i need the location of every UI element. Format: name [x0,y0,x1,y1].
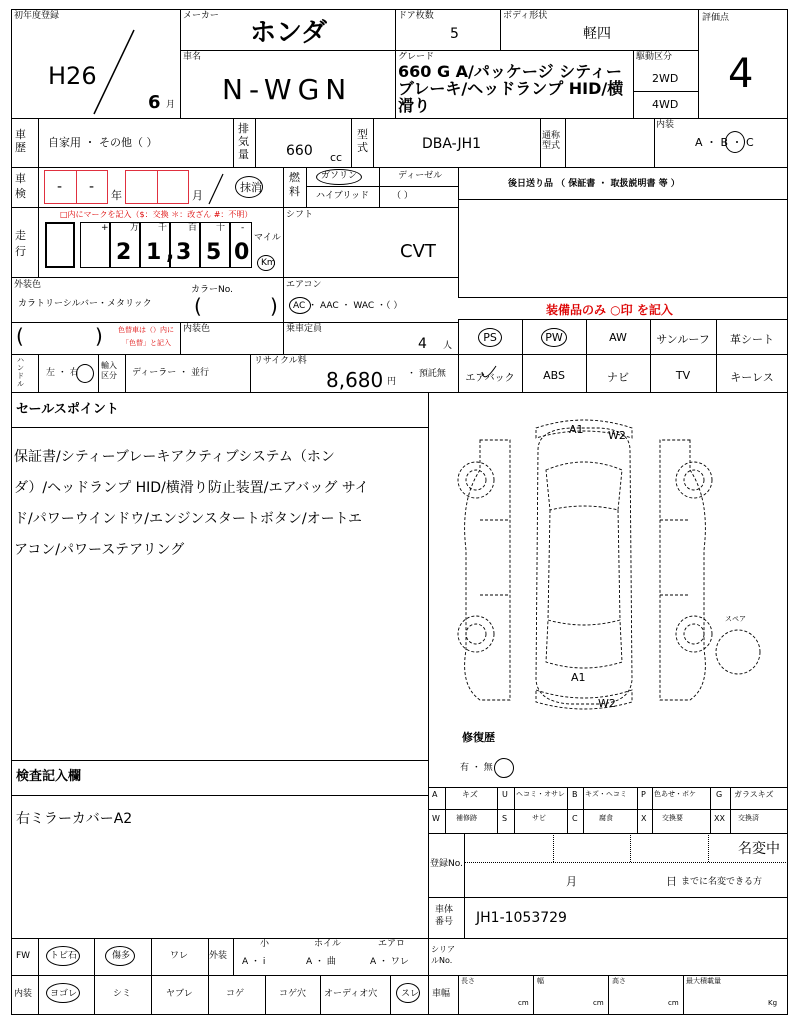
vin-label: 車体番号 [435,905,454,927]
capacity-label: 乗車定員 [286,324,323,334]
fuel-label: 燃料 [289,171,300,198]
unit-sen: 千 [158,223,168,233]
wheel-opts: A ・ 曲 [306,957,336,967]
damage-mark-w2-top: W2 [608,429,626,442]
unit-minus: - [241,223,245,233]
legend-desc: キズ・ヘコミ [585,790,627,798]
legend-desc: サビ [532,814,546,822]
registration-label: 登録No. [430,859,463,869]
usage-value: 自家用 ・ その他（ ） [48,136,158,149]
fuel-hybrid: ハイブリッド [316,191,370,201]
deposit: ・ 預託無 [407,369,446,379]
inspection-label: 車検 [15,172,26,200]
gasoline-circle [316,169,362,185]
first-reg-label: 初年度登録 [14,11,60,21]
color-no-paren-r: ) [270,294,278,318]
grade-label: グレード [398,52,435,62]
int-tear: ヤブレ [166,989,193,999]
int-burn-hole: コゲ穴 [279,989,307,999]
insp-dash2: - [89,179,95,195]
later-docs: 後日送り品 （ 保証書 ・ 取扱説明書 等 ） [508,179,680,189]
ext-label: 外装 [209,951,228,961]
legend-code: G [716,790,723,799]
mile-unit: マイル [254,233,281,243]
length-cm: cm [518,999,529,1007]
maker: ホンダ [250,18,327,48]
legend-desc: ヘコミ・オサレ [516,790,565,798]
length-label: 長さ [461,977,475,985]
unit-hyaku: 百 [188,223,198,233]
chip-circle [46,946,80,966]
legend-code: U [502,790,508,799]
drive-4wd: 4WD [652,98,679,111]
int-color-label: 内装色 [183,324,211,334]
drive-2wd: 2WD [652,72,679,85]
legend-desc: 補修跡 [456,814,477,822]
height-label: 高さ [612,977,626,985]
damage-mark-a1-rear: A1 [571,671,586,684]
height-cm: cm [668,999,679,1007]
insp-month-unit: 月 [192,189,203,202]
legend-code: W [432,814,440,823]
recycle-fee: 8,680 [326,368,384,392]
handle-value: 左 ・ 右 [46,368,79,378]
scratch-circle [105,946,135,966]
equip-sunroof: サンルーフ [656,333,710,346]
unit-man: 万 [130,223,140,233]
handle-label: ハンドル [17,356,24,388]
int-color-paren-l: ( [16,324,24,348]
recycle-label: リサイクル料 [254,356,307,366]
sales-line-2: ダ）/ヘッドランプ HID/横滑り防止装置/エアバッグ サイ [14,480,369,496]
equip-ps: PS [483,331,497,344]
interior-row-label: 内装 [14,989,33,999]
width-cm: cm [593,999,604,1007]
inspection-notes-title: 検査記入欄 [16,769,82,784]
legend-code: XX [714,814,725,823]
odo-digit-3: 3 [176,240,192,265]
fw-crack: ワレ [170,951,189,961]
displacement: 660 [286,143,313,159]
fw-chip: トビ石 [50,951,78,961]
yen-unit: 円 [387,377,397,387]
equip-aw: AW [609,331,627,344]
fuel-gasoline: ガソリン [321,171,358,181]
fw-scratches: 傷多 [112,951,131,961]
equip-leather: 革シート [730,333,774,346]
damage-mark-w2-rear: W2 [598,697,616,710]
doors: 5 [450,26,459,42]
year-slash [90,28,140,118]
mileage-label: 走行 [15,229,26,258]
insp-year-unit: 年 [111,189,122,202]
car-name-label: 車名 [183,52,202,62]
km-unit: Km [261,258,276,268]
grade: 660 G A/パッケージ シティーブレーキ/ヘッドランプ HID/横滑り [398,62,624,115]
odo-digit-1: 2 [116,240,132,265]
mileage-flag-box [45,222,75,268]
equip-airbag: エアバック [465,373,515,384]
interior-grades: A ・ B ・ C [695,136,754,149]
equip-navi: ナビ [607,371,629,384]
dirt-circle [46,983,80,1003]
km-circle [257,255,275,271]
fuel-diesel: ディーゼル [398,171,443,181]
legend-code: C [572,814,578,823]
small-opts: A ・ ⅰ [242,957,266,967]
inspection-notes-text: 右ミラーカバーA2 [16,811,133,827]
repair-label: 修復歴 [462,731,495,744]
airbag-check [478,362,500,386]
equip-pw: PW [545,331,563,344]
max-load-label: 最大積載量 [686,977,721,985]
doors-label: ドア枚数 [398,11,434,21]
aircon: AC ・ AAC ・ WAC ・（ ） [293,301,403,311]
color-note-2: 「色替」と記入 [122,339,171,347]
insp-expired: 抹消 [240,181,262,194]
int-dirt: ヨゴレ [50,989,78,999]
insp-slash [205,172,227,206]
displacement-label: 排気量 [238,122,249,161]
max-load-kg: Kg [768,999,778,1007]
import-label: 輸入区分 [101,361,117,380]
legend-desc: 色あせ・ボケ [654,790,696,798]
int-stain: シミ [113,989,132,999]
legend-desc: 交換済 [738,814,759,822]
maker-label: メーカー [183,11,219,21]
legend-code: A [432,790,438,799]
month-unit: 月 [166,100,176,110]
int-color-paren-r: ) [95,324,103,348]
body-label: ボディ形状 [503,11,548,21]
shift-label: シフト [286,210,314,220]
ext-color-label: 外装色 [14,280,42,290]
capacity: 4 [418,336,427,352]
width-label: 幅 [537,977,544,985]
equip-abs: ABS [543,369,565,382]
legend-desc: ガラスキズ [734,790,774,799]
ps-circle [478,328,502,347]
reg-deadline: までに名変できる方 [681,877,763,887]
color-no-paren-l: ( [194,294,202,318]
divider [11,118,788,119]
equip-keyless: キーレス [730,371,774,384]
legend-code: P [641,790,646,799]
handle-right-circle [76,364,94,383]
expired-circle [235,176,263,198]
score-label: 評価点 [702,13,730,23]
first-reg-year: H26 [48,62,97,90]
color-note-1: 色替車は（）内に [118,326,174,334]
repair-none-circle [494,758,514,778]
first-reg-month: 6 [148,92,161,113]
fw-label: FW [16,951,31,961]
legend-code: S [502,814,508,823]
unit-plus: + [101,223,109,233]
int-burn: コゲ [226,989,245,999]
aircon-label: エアコン [286,280,322,290]
history-label: 車歴 [15,128,26,154]
int-wear: スレ [401,989,420,999]
import-value: ディーラー ・ 並行 [132,368,210,378]
legend-desc: 腐食 [599,814,613,822]
odo-digit-4: 5 [206,240,222,265]
vin: JH1-1053729 [476,910,567,926]
reg-day: 日 [666,875,677,888]
cc-unit: cc [330,151,343,164]
color-no-label: カラーNo. [191,285,233,295]
model-code: DBA-JH1 [422,136,482,152]
wear-circle [396,983,420,1003]
name-change: 名変中 [738,841,780,857]
odo-digit-5: 0 [234,240,250,265]
damage-mark-a1-top: A1 [569,423,584,436]
int-audio-hole: オーディオ穴 [324,989,378,999]
reg-month: 月 [566,875,577,888]
legend-desc: キズ [462,790,478,799]
score: 4 [728,51,754,97]
serial-label: シリアルNo. [431,945,455,965]
ext-color: カラトリーシルバー・メタリック [18,299,152,309]
shift: CVT [400,241,436,262]
odo-comma: , [166,240,175,265]
capacity-unit: 人 [443,341,453,351]
aero-opts: A ・ ワレ [370,957,409,967]
ac-circle [289,297,311,314]
interior-label: 内装 [656,120,675,130]
drive-label: 駆動区分 [636,52,673,62]
insp-dash1: - [57,179,63,195]
legend-code: X [641,814,647,823]
pw-circle [541,328,567,347]
sales-line-4: アコン/パワーステアリング [14,542,185,558]
sales-points-title: セールスポイント [16,402,119,417]
equip-tv: TV [675,369,691,382]
sales-points [14,442,424,566]
car-diagram [440,410,780,720]
fuel-other: （ ） [392,191,413,201]
interior-b-circle [725,131,745,153]
repair-value: 有 ・ 無 [460,763,493,773]
mileage-note: □内にマークを記入（$：交換 ＊：改ざん #：不明） [60,210,253,219]
sales-line-3: ド/パワーウインドウ/エンジンスタートボタン/オートエ [14,511,363,527]
odo-digit-2: 1 [146,240,162,265]
size-label: 車幅 [432,989,451,999]
type-label: 型式 [357,128,368,154]
spare-label: スペア [725,615,746,623]
car-name: N-WGN [222,73,353,106]
aero-label: エアロ [378,939,406,949]
sales-line-1: 保証書/シティーブレーキアクティブシステム（ホン [14,449,335,465]
legend-desc: 交換要 [662,814,683,822]
unit-ju: 十 [216,223,226,233]
legend-code: B [572,790,578,799]
equipment-title: 装備品のみ ○印 を記入 [546,303,673,317]
body-type: 軽四 [583,26,611,42]
wheel-label: ホイル [314,939,342,949]
small-label: 小 [260,939,270,949]
common-type-label: 通称型式 [542,131,561,151]
